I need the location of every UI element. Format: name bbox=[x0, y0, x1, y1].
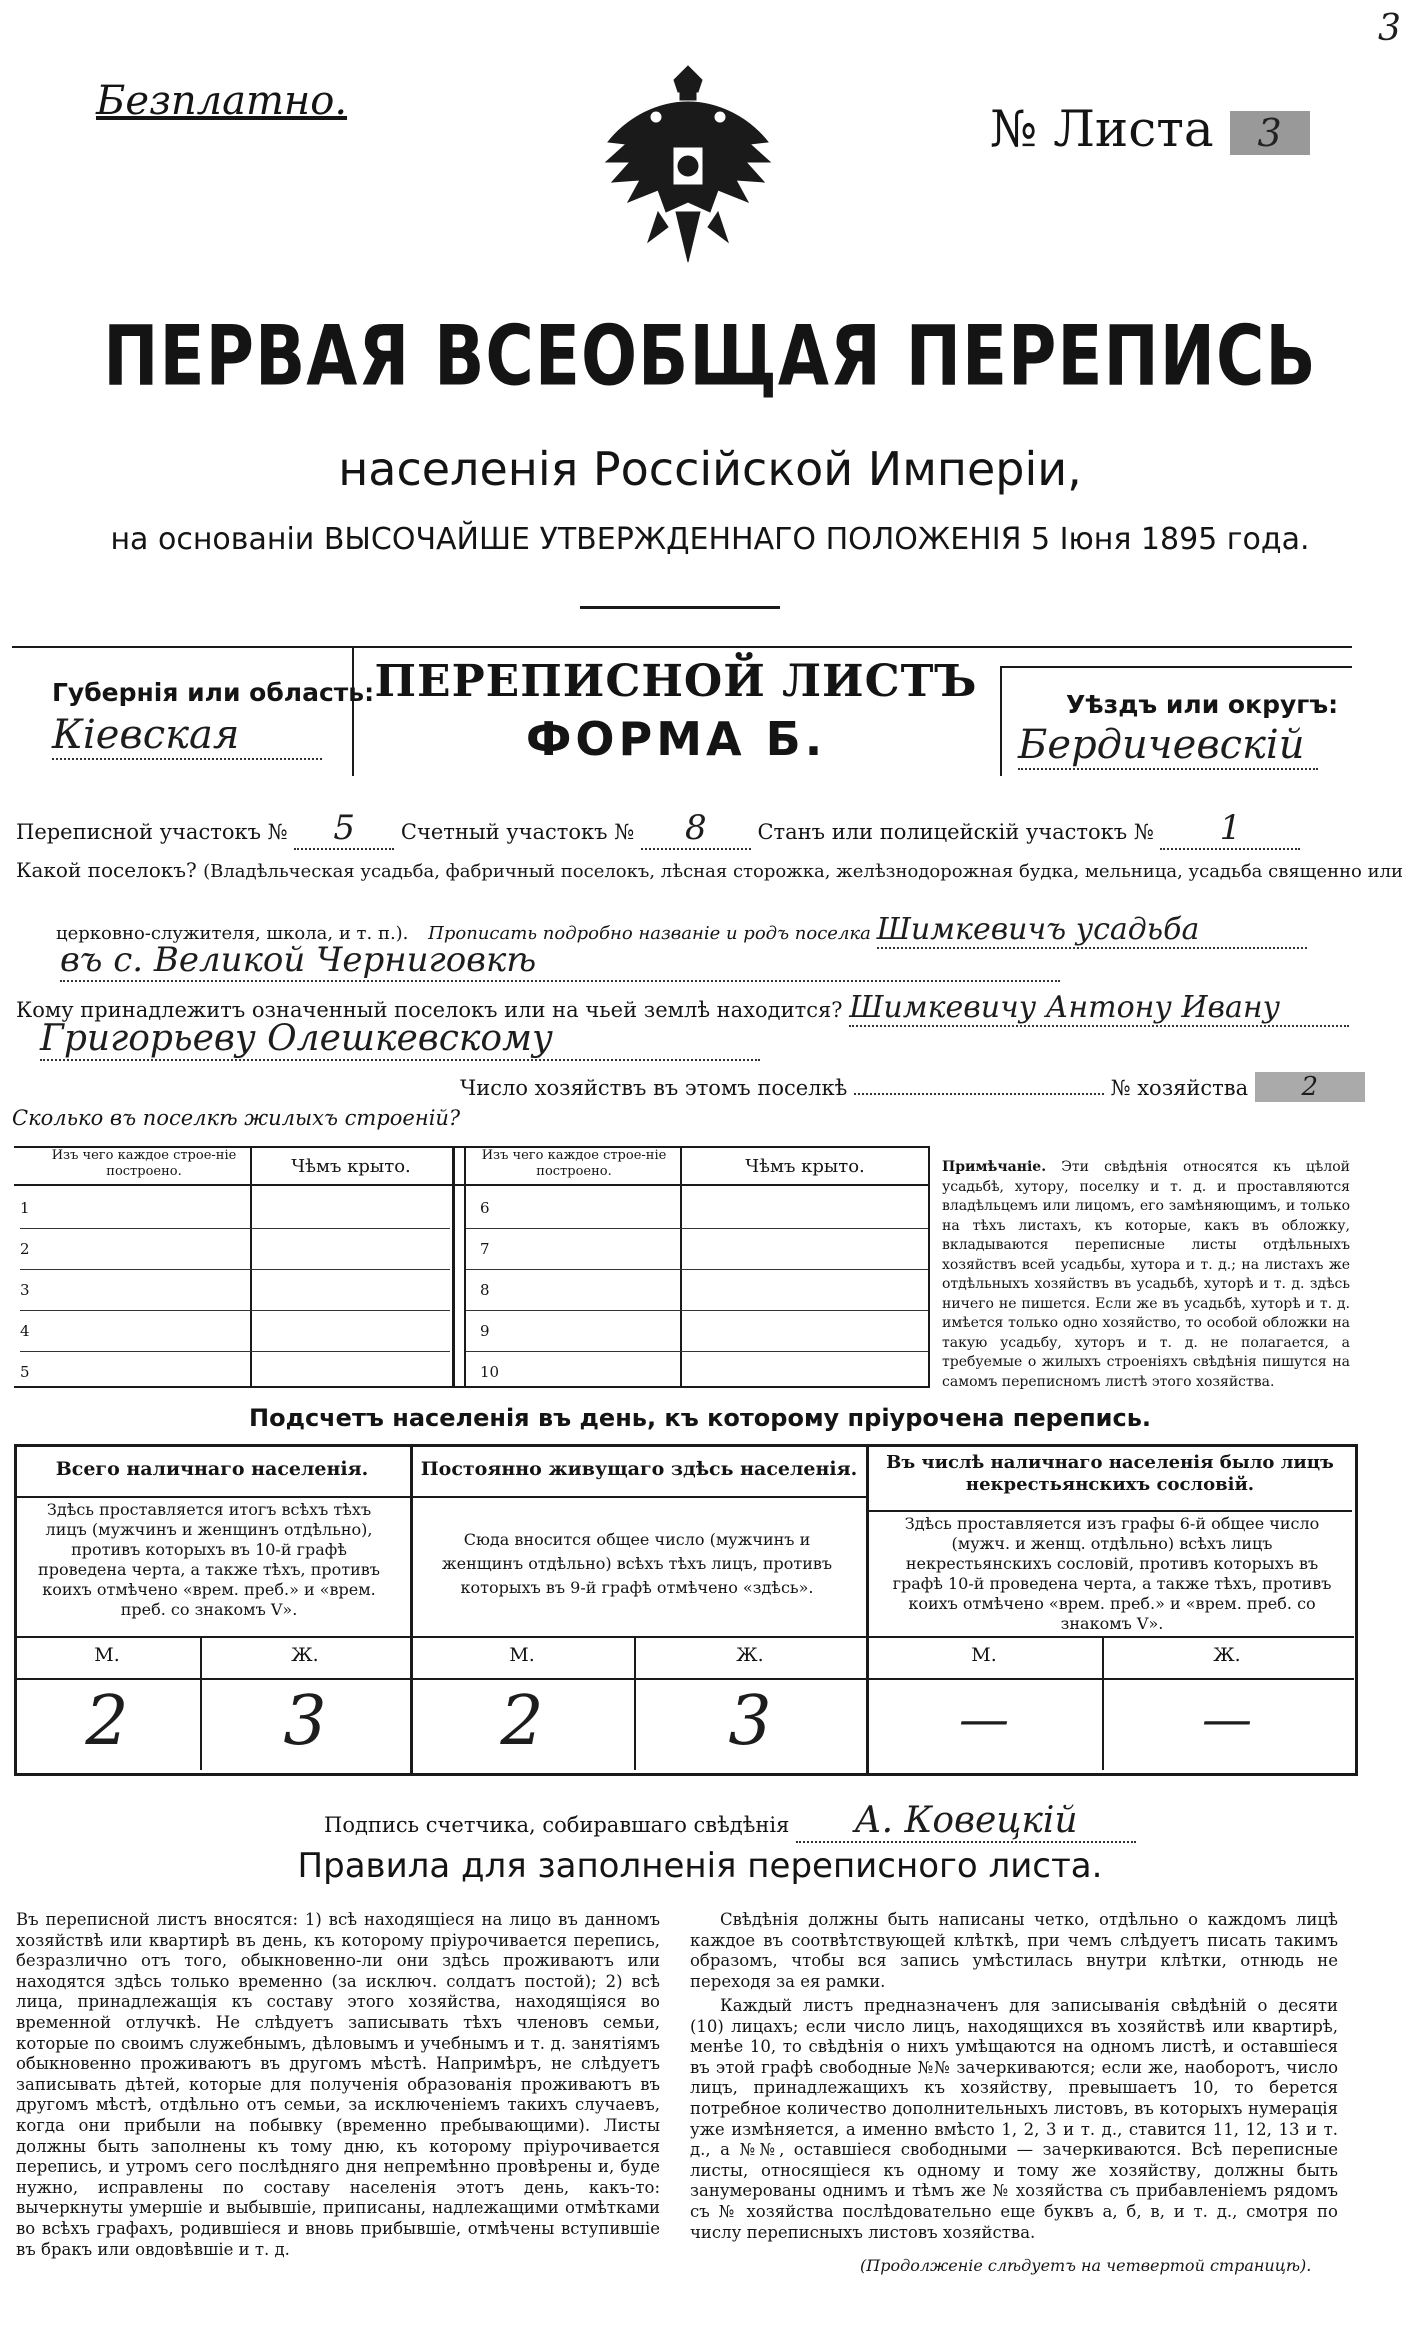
table-row: 10 bbox=[480, 1363, 500, 1381]
note-block bbox=[942, 1158, 1350, 1392]
rules-title: Правила для заполненія переписного листа. bbox=[297, 1846, 1103, 1886]
stan-value: 1 bbox=[1160, 808, 1300, 850]
value-total-male: 2 bbox=[85, 1682, 129, 1761]
rules-left-text: Въ переписной листъ вносятся: 1) всѣ находящіеся на лицо въ данномъ хозяйствѣ или квартирѣ въ день, къ которому пріурочивается перепись, безразлично отъ того, обыкновенно-ли они здѣсь проживаютъ или находятся здѣсь только временно (за исключ. солдатъ постой); 2) всѣ лица, принадлежащія къ составу этого хозяйства, находящіяся во временной отлучкѣ. Не слѣдуетъ записывать тѣхъ членовъ семьи, которые по своимъ служебнымъ, дѣловымъ и учебнымъ и т. д. занятіямъ обыкновенно проживаютъ въ другомъ мѣстѣ. Напримѣръ, не слѣдуетъ записывать дѣтей, которые для полученія образованія проживаютъ въ другомъ мѣстѣ, отдѣльно отъ семьи, за исключеніемъ такихъ случаевъ, когда они прибыли на побывку (временно пребывающими). Листы должны быть заполнены къ тому дню, къ которому пріурочивается перепись, и утромъ сего послѣдняго дня непремѣнно провѣрены и, буде нужно, исправлены по составу населенія этотъ день, какъ-то: вычеркнуты умершіе и выбывшіе, приписаны, надлежащими отмѣтками во всѣхъ графахъ, родившіеся и вновь прибывшіе, отмѣчены вступившіе въ бракъ или овдовѣвшіе и т. д. bbox=[16, 1910, 660, 2259]
buildings-col1-head: Изъ чего каждое строе-ніе построено. bbox=[51, 1148, 237, 1179]
census-area-row bbox=[16, 808, 1300, 850]
m-label-3: М. bbox=[971, 1644, 997, 1666]
count-area-value: 8 bbox=[641, 808, 751, 850]
corner-mark: 3 bbox=[1378, 8, 1401, 49]
sheet-number-value: 3 bbox=[1230, 111, 1310, 155]
settlement-hint-1: (Владѣльческая усадьба, фабричный поселокъ, лѣсная сторожка, желѣзнодорожная будка, мельница, усадьба священно или bbox=[203, 861, 1404, 882]
buildings-col4-head: Чѣмъ крыто. bbox=[745, 1156, 865, 1177]
table-row: 1 bbox=[20, 1188, 450, 1229]
rules-right-text-2: Каждый листъ предназначенъ для записыванія свѣдѣній о десяти (10) лицахъ; если число лицъ, находящихся въ хозяйствѣ или квартирѣ, менѣе 10, то свѣдѣнія о нихъ умѣщаются на одномъ листѣ, и оставшіеся въ этой графѣ свободные №№ зачеркиваются; если же, наоборотъ, число лицъ, принадлежащихъ къ хозяйству, превышаетъ 10, то берется потребное количество дополнительныхъ листовъ, въ которыхъ нумерація уже измѣняется, а именно вмѣсто 1, 2, 3 и т. д., ставится 11, 12, 13 и т. д., а №№, оставшіеся свободными — зачеркиваются. Всѣ переписные листы, относящіеся къ одному и тому же хозяйству, должны быть занумерованы однимъ и тѣмъ же № хозяйства съ прибавленіемъ рядомъ съ № хозяйства послѣдовательно еще буквъ а, б, в, и т. д., смотря по числу переписныхъ листовъ хозяйства. bbox=[690, 1996, 1338, 2242]
sheet-title: ПЕРЕПИСНОЙ ЛИСТЪ bbox=[374, 656, 978, 707]
population-col2-text: Сюда вносится общее число (мужчинъ и женщинъ отдѣльно) всѣхъ тѣхъ лицъ, противъ которыхъ въ 9-й графѣ отмѣчено «здѣсь». bbox=[441, 1530, 833, 1597]
m-label-1: М. bbox=[94, 1644, 120, 1666]
sheet-number-label: № Листа bbox=[990, 100, 1214, 158]
imperial-eagle-emblem bbox=[588, 62, 788, 292]
population-heading: Подсчетъ населенія въ день, къ которому пріурочена перепись. bbox=[249, 1404, 1151, 1432]
table-row: 6 bbox=[466, 1188, 928, 1229]
signature-value: А. Ковецкiй bbox=[796, 1800, 1136, 1843]
f-label-3: Ж. bbox=[1213, 1644, 1241, 1666]
form-title: ФОРМА Б. bbox=[525, 712, 827, 766]
population-col3-head: Въ числѣ наличнаго населенія было лицъ некрестьянскихъ сословій. bbox=[886, 1452, 1334, 1495]
population-col3-text: Здѣсь проставляется изъ графы 6-й общее число (мужч. и женщ. отдѣльно) всѣхъ лицъ некрестьянскихъ сословій, противъ которыхъ въ графѣ 10-й проведена черта, а также тѣхъ, противъ коихъ отмѣчено «врем. преб.» и «врем. преб. со знакомъ V». bbox=[892, 1514, 1332, 1633]
basis-line: на основаніи ВЫСОЧАЙШЕ УТВЕРЖДЕННАГО ПОЛОЖЕНІЯ 5 Іюня 1895 года. bbox=[110, 522, 1310, 557]
value-resident-male: 2 bbox=[500, 1682, 544, 1761]
gubernia-label: Губернія или область: bbox=[52, 678, 375, 707]
page-title: ПЕРВАЯ ВСЕОБЩАЯ ПЕРЕПИСЬ bbox=[103, 308, 1317, 405]
households-label: Число хозяйствъ въ этомъ поселкѣ bbox=[460, 1076, 848, 1100]
stan-label: Станъ или полицейскій участокъ № bbox=[757, 820, 1154, 844]
owner-value-1: Шимкевичу Антону Ивану bbox=[849, 990, 1349, 1027]
table-row: 9 bbox=[466, 1311, 928, 1352]
owner-value-2: Григорьеву Олешкевскому bbox=[40, 1018, 760, 1061]
table-row: 8 bbox=[466, 1270, 928, 1311]
page-subtitle: населенія Россійской Имперіи, bbox=[338, 442, 1082, 496]
m-label-2: М. bbox=[509, 1644, 535, 1666]
note-text: Эти свѣдѣнія относятся къ цѣлой усадьбѣ, хутору, поселку и т. д. и проставляются владѣльцемъ или лицомъ, его замѣняющимъ, и только на тѣхъ листахъ, къ которые, какъ въ обложку, вкладываются переписные листы отдѣльныхъ хозяйствъ всей усадьбы, хутора и т. д.; на листахъ же отдѣльныхъ хозяйствъ въ усадьбѣ, хуторѣ и т. д. здѣсь ничего не пишется. Если же въ усадьбѣ, хуторѣ и т. д. имѣется только одно хозяйство, то особой обложки на такую усадьбу, хуторъ и т. д. не полагается, а требуемые о жилыхъ строеніяхъ свѣдѣнія пишутся на самомъ переписномъ листѣ этого хозяйства. bbox=[942, 1159, 1350, 1390]
value-nonpeasant-male: — bbox=[959, 1690, 1009, 1748]
sheet-number bbox=[990, 100, 1310, 158]
buildings-col2-head: Чѣмъ крыто. bbox=[291, 1156, 411, 1177]
census-area-value: 5 bbox=[294, 808, 394, 850]
table-row: 4 bbox=[20, 1311, 450, 1352]
f-label-2: Ж. bbox=[736, 1644, 764, 1666]
population-col1-text: Здѣсь проставляется итогъ всѣхъ тѣхъ лицъ (мужчинъ и женщинъ отдѣльно), противъ которыхъ въ 10-й графѣ проведена черта, а также тѣхъ, противъ коихъ отмѣчено «врем. преб.» и «врем. преб. со знакомъ V». bbox=[38, 1500, 380, 1619]
buildings-rows-right bbox=[466, 1188, 928, 1392]
value-resident-female: 3 bbox=[728, 1682, 772, 1761]
table-row: 2 bbox=[20, 1229, 450, 1270]
note-title: Примѣчаніе. bbox=[942, 1159, 1047, 1175]
table-row: 7 bbox=[466, 1229, 928, 1270]
settlement-hint-2: церковно-служителя, школа, и т. п.). bbox=[56, 923, 409, 944]
household-number-value: 2 bbox=[1255, 1072, 1365, 1102]
value-nonpeasant-female: — bbox=[1202, 1690, 1252, 1748]
free-label: Безплатно. bbox=[96, 78, 348, 124]
uezd-label: Уѣздъ или округъ: bbox=[1066, 690, 1339, 719]
value-total-female: 3 bbox=[283, 1682, 327, 1761]
households-row bbox=[460, 1072, 1365, 1102]
household-number-label: № хозяйства bbox=[1110, 1076, 1249, 1100]
settlement-instruction: Прописать подробно названіе и родъ поселка bbox=[428, 923, 871, 944]
buildings-rows-left bbox=[20, 1188, 450, 1392]
count-area-label: Счетный участокъ № bbox=[400, 820, 635, 844]
signature-label: Подпись счетчика, собиравшаго свѣдѣнія bbox=[324, 1813, 790, 1837]
f-label-1: Ж. bbox=[291, 1644, 319, 1666]
table-row: 5 bbox=[20, 1363, 30, 1381]
buildings-label: Сколько въ поселкѣ жилыхъ строеній? bbox=[12, 1106, 461, 1130]
rules-right-text-1: Свѣдѣнія должны быть написаны четко, отдѣльно о каждомъ лицѣ каждое въ соотвѣтствующей клѣткѣ, при чемъ слѣдуетъ писать такимъ образомъ, чтобы вся запись умѣстилась внутри клѣтки, отнюдь не переходя за ея рамки. bbox=[690, 1910, 1338, 1991]
settlement-value-2: въ с. Великой Черниговкѣ bbox=[60, 940, 1060, 982]
uezd-value: Бердичевскiй bbox=[1018, 722, 1318, 770]
settlement-value-1: Шимкевичъ усадьба bbox=[877, 912, 1307, 949]
signature-row bbox=[324, 1800, 1136, 1843]
rules-continuation: (Продолженіе слѣдуетъ на четвертой страницѣ). bbox=[860, 2256, 1312, 2275]
settlement-label: Какой поселокъ? bbox=[16, 858, 197, 882]
gubernia-value: Кiевская bbox=[52, 712, 322, 760]
owner-label: Кому принадлежитъ означенный поселокъ или на чьей землѣ находится? bbox=[16, 998, 843, 1022]
census-area-label: Переписной участокъ № bbox=[16, 820, 288, 844]
population-col1-head: Всего наличнаго населенія. bbox=[55, 1458, 369, 1480]
settlement-row bbox=[16, 858, 1404, 882]
table-row: 3 bbox=[20, 1270, 450, 1311]
buildings-col3-head: Изъ чего каждое строе-ніе построено. bbox=[481, 1148, 667, 1179]
population-col2-head: Постоянно живущаго здѣсь населенія. bbox=[420, 1458, 858, 1480]
